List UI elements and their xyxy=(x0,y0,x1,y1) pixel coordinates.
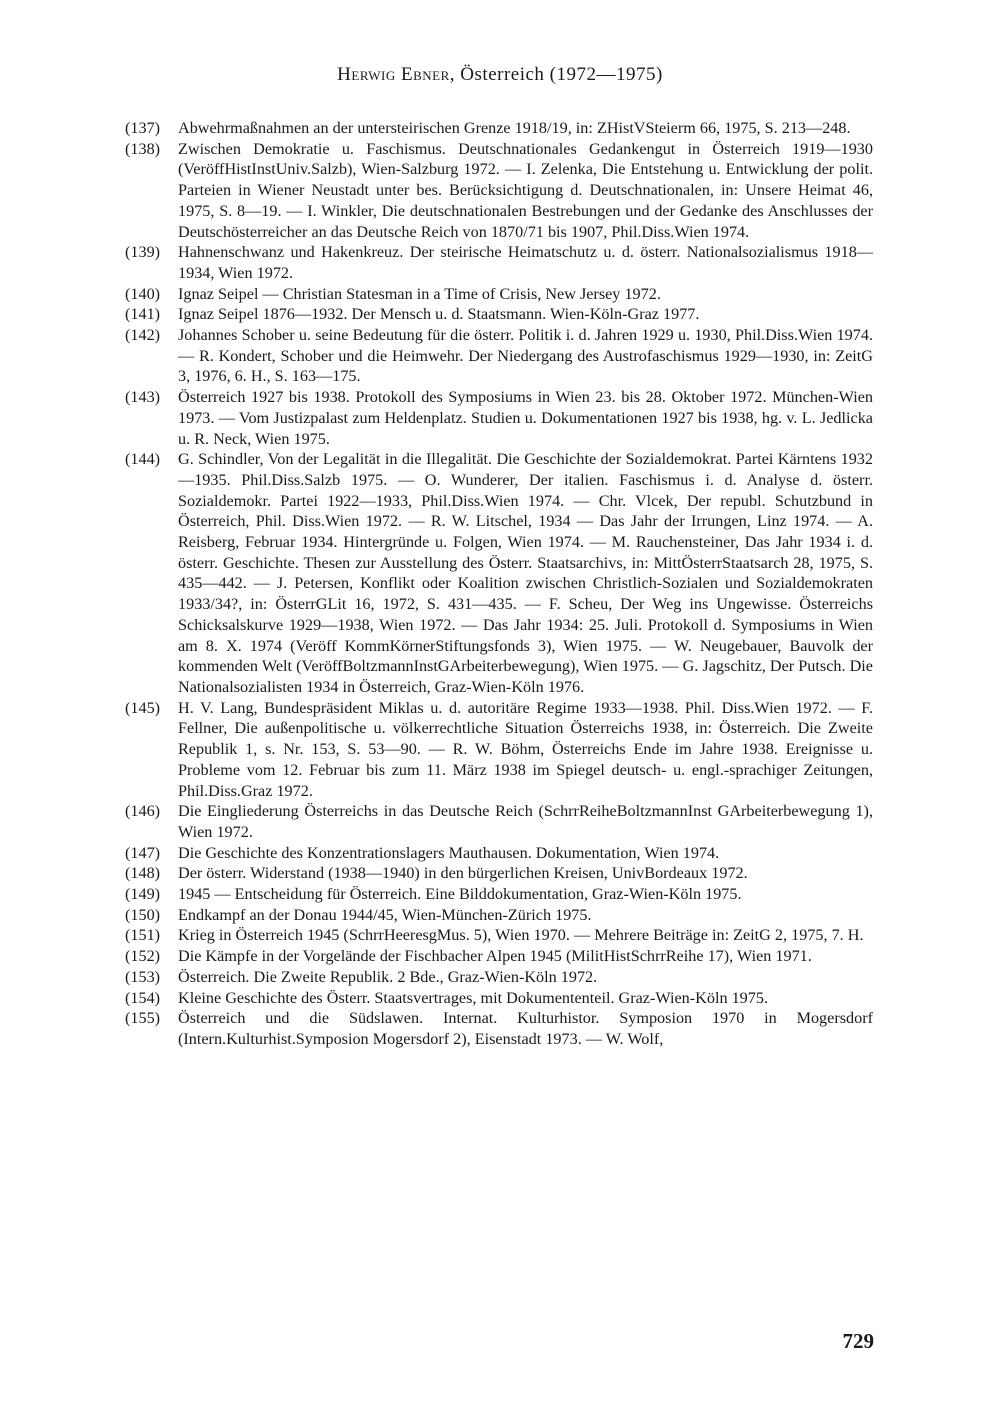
bibliography-entry xyxy=(125,304,873,325)
bibliography-entry xyxy=(125,387,873,449)
entry-text: Endkampf an der Donau 1944/45, Wien-München-Zürich 1975. xyxy=(178,905,592,924)
bibliography-entry xyxy=(125,449,873,697)
entry-number: (141) xyxy=(125,305,161,324)
bibliography-list xyxy=(125,118,873,1050)
entry-number: (137) xyxy=(125,119,161,137)
entry-number: (140) xyxy=(125,284,161,303)
entry-number: (147) xyxy=(125,843,161,862)
header-separator: , xyxy=(449,64,461,85)
entry-text: Hahnenschwanz und Hakenkreuz. Der steirische Heimatschutz u. d. österr. Nationalsozialismus 1918—1934, Wien 1972. xyxy=(178,243,873,282)
bibliography-entry xyxy=(125,967,873,988)
entry-text: Die Eingliederung Österreichs in das Deutsche Reich (SchrrReiheBoltzmannInst GArbeiterbewegung 1), Wien 1972. xyxy=(178,802,873,841)
bibliography-entry xyxy=(125,863,873,884)
bibliography-entry xyxy=(125,925,873,946)
entry-number: (155) xyxy=(125,1009,161,1028)
header-title: Österreich (1972—1975) xyxy=(460,64,663,85)
bibliography-entry xyxy=(125,801,873,842)
entry-text: Johannes Schober u. seine Bedeutung für die österr. Politik i. d. Jahren 1929 u. 1930, Phil.Diss.Wien 1974. — R. Kondert, Schober und die Heimwehr. Der Niedergang des Austrofaschismus 1929—1930, in: ZeitG 3, 1976, 6. H., S. 163—175. xyxy=(178,326,873,386)
entry-text: Ignaz Seipel — Christian Statesman in a Time of Crisis, New Jersey 1972. xyxy=(178,284,661,303)
entry-text: G. Schindler, Von der Legalität in die Illegalität. Die Geschichte der Sozialdemokrat. Partei Kärntens 1932—1935. Phil.Diss.Salzb 1975. — O. Wunderer, Der italien. Faschismus i. d. Analyse d. österr. Sozialdemokr. Partei 1922—1933, Phil.Diss.Wien 1974. — Chr. Vlcek, Der republ. Schutzbund in Österreich, Phil. Diss.Wien 1972. — R. W. Litschel, 1934 — Das Jahr der Irrungen, Linz 1974. — A. Reisberg, Februar 1934. Hintergründe u. Folgen, Wien 1974. — M. Rauchensteiner, Das Jahr 1934 i. d. österr. Geschichte. Thesen zur Ausstellung des Österr. Staatsarchivs, in: MittÖsterrStaatsarch 28, 1975, S. 435—442. — J. Petersen, Konflikt oder Koalition zwischen Christlich-Sozialen und Sozialdemokraten 1933/34?, in: ÖsterrGLit 16, 1972, S. 431—435. — F. Scheu, Der Weg ins Ungewisse. Österreichs Schicksalskurve 1929—1938, Wien 1972. — Das Jahr 1934: 25. Juli. Protokoll d. Symposiums in Wien am 8. X. 1974 (Veröff KommKörnerStiftungsfonds 3), Wien 1975. — W. Neugebauer, Bauvolk der kommenden Welt (VeröffBoltzmannInstGArbeiterbewegung), Wien 1975. — G. Jagschitz, Der Putsch. Die Nationalsozialisten 1934 in Österreich, Graz-Wien-Köln 1976. xyxy=(178,450,873,696)
entry-number: (138) xyxy=(125,139,161,158)
entry-text: Österreich. Die Zweite Republik. 2 Bde., Graz-Wien-Köln 1972. xyxy=(178,967,598,986)
bibliography-entry xyxy=(125,843,873,864)
entry-number: (153) xyxy=(125,967,161,986)
bibliography-entry xyxy=(125,139,873,243)
entry-text: Die Kämpfe in der Vorgelände der Fischbacher Alpen 1945 (MilitHistSchrrReihe 17), Wien 1971. xyxy=(178,947,812,966)
bibliography-entry xyxy=(125,698,873,802)
bibliography-entry xyxy=(125,242,873,283)
bibliography-entry xyxy=(125,905,873,926)
running-head xyxy=(0,64,1000,86)
entry-text: Zwischen Demokratie u. Faschismus. Deutschnationales Gedankengut in Österreich 1919—1930 (VeröffHistInstUniv.Salzb), Wien-Salzburg 1972. — I. Zelenka, Die Entstehung u. Entwicklung der polit. Parteien in Wiener Neustadt unter bes. Berücksichtigung d. Deutschnationalen, in: Unsere Heimat 46, 1975, S. 8—19. — I. Winkler, Die deutschnationalen Bestrebungen und der Gedanke des Anschlusses der Deutschösterreicher an das Deutsche Reich von 1870/71 bis 1907, Phil.Diss.Wien 1974. xyxy=(178,139,873,241)
header-author: Herwig Ebner xyxy=(337,64,450,85)
entry-text: H. V. Lang, Bundespräsident Miklas u. d. autoritäre Regime 1933—1938. Phil. Diss.Wien 1972. — F. Fellner, Die außenpolitische u. völkerrechtliche Situation Österreichs 1938, in: Österreich. Die Zweite Republik 1, s. Nr. 153, S. 53—90. — R. W. Böhm, Österreichs Ende im Jahre 1938. Ereignisse u. Probleme vom 12. Februar bis zum 11. März 1938 im Spiegel deutsch- u. engl.-sprachiger Zeitungen, Phil.Diss.Graz 1972. xyxy=(178,698,873,800)
entry-text: Ignaz Seipel 1876—1932. Der Mensch u. d. Staatsmann. Wien-Köln-Graz 1977. xyxy=(178,305,700,324)
entry-number: (149) xyxy=(125,885,161,904)
entry-text: Österreich 1927 bis 1938. Protokoll des Symposiums in Wien 23. bis 28. Oktober 1972. München-Wien 1973. — Vom Justizpalast zum Heldenplatz. Studien u. Dokumentationen 1927 bis 1938, hg. v. L. Jedlicka u. R. Neck, Wien 1975. xyxy=(178,388,873,448)
entry-number: (139) xyxy=(125,243,161,262)
bibliography-entry xyxy=(125,325,873,387)
bibliography-entry xyxy=(125,1008,873,1049)
entry-text: Österreich und die Südslawen. Internat. Kulturhistor. Symposion 1970 in Mogersdorf (Intern.Kulturhist.Symposion Mogersdorf 2), Eisenstadt 1973. — W. Wolf, xyxy=(178,1009,873,1048)
entry-number: (144) xyxy=(125,450,161,469)
entry-number: (152) xyxy=(125,947,161,966)
entry-number: (148) xyxy=(125,864,161,883)
entry-text: Kleine Geschichte des Österr. Staatsvertrages, mit Dokumententeil. Graz-Wien-Köln 1975. xyxy=(178,988,769,1007)
entry-text: 1945 — Entscheidung für Österreich. Eine Bilddokumentation, Graz-Wien-Köln 1975. xyxy=(178,885,742,904)
entry-number: (150) xyxy=(125,905,161,924)
bibliography-entry xyxy=(125,884,873,905)
entry-number: (143) xyxy=(125,388,161,407)
entry-text: Der österr. Widerstand (1938—1940) in den bürgerlichen Kreisen, UnivBordeaux 1972. xyxy=(178,864,748,883)
bibliography-entry xyxy=(125,946,873,967)
bibliography-entry xyxy=(125,284,873,305)
entry-number: (154) xyxy=(125,988,161,1007)
entry-number: (142) xyxy=(125,326,161,345)
entry-number: (145) xyxy=(125,698,161,717)
entry-text: Krieg in Österreich 1945 (SchrrHeeresgMus. 5), Wien 1970. — Mehrere Beiträge in: ZeitG 2, 1975, 7. H. xyxy=(178,926,864,945)
page-number: 729 xyxy=(842,1329,874,1353)
bibliography-entry xyxy=(125,988,873,1009)
bibliography-entry xyxy=(125,118,873,139)
entry-text: Die Geschichte des Konzentrationslagers Mauthausen. Dokumentation, Wien 1974. xyxy=(178,843,720,862)
entry-number: (151) xyxy=(125,926,161,945)
entry-text: Abwehrmaßnahmen an der untersteirischen Grenze 1918/19, in: ZHistVSteierm 66, 1975, S. 213—248. xyxy=(178,119,851,137)
entry-number: (146) xyxy=(125,802,161,821)
